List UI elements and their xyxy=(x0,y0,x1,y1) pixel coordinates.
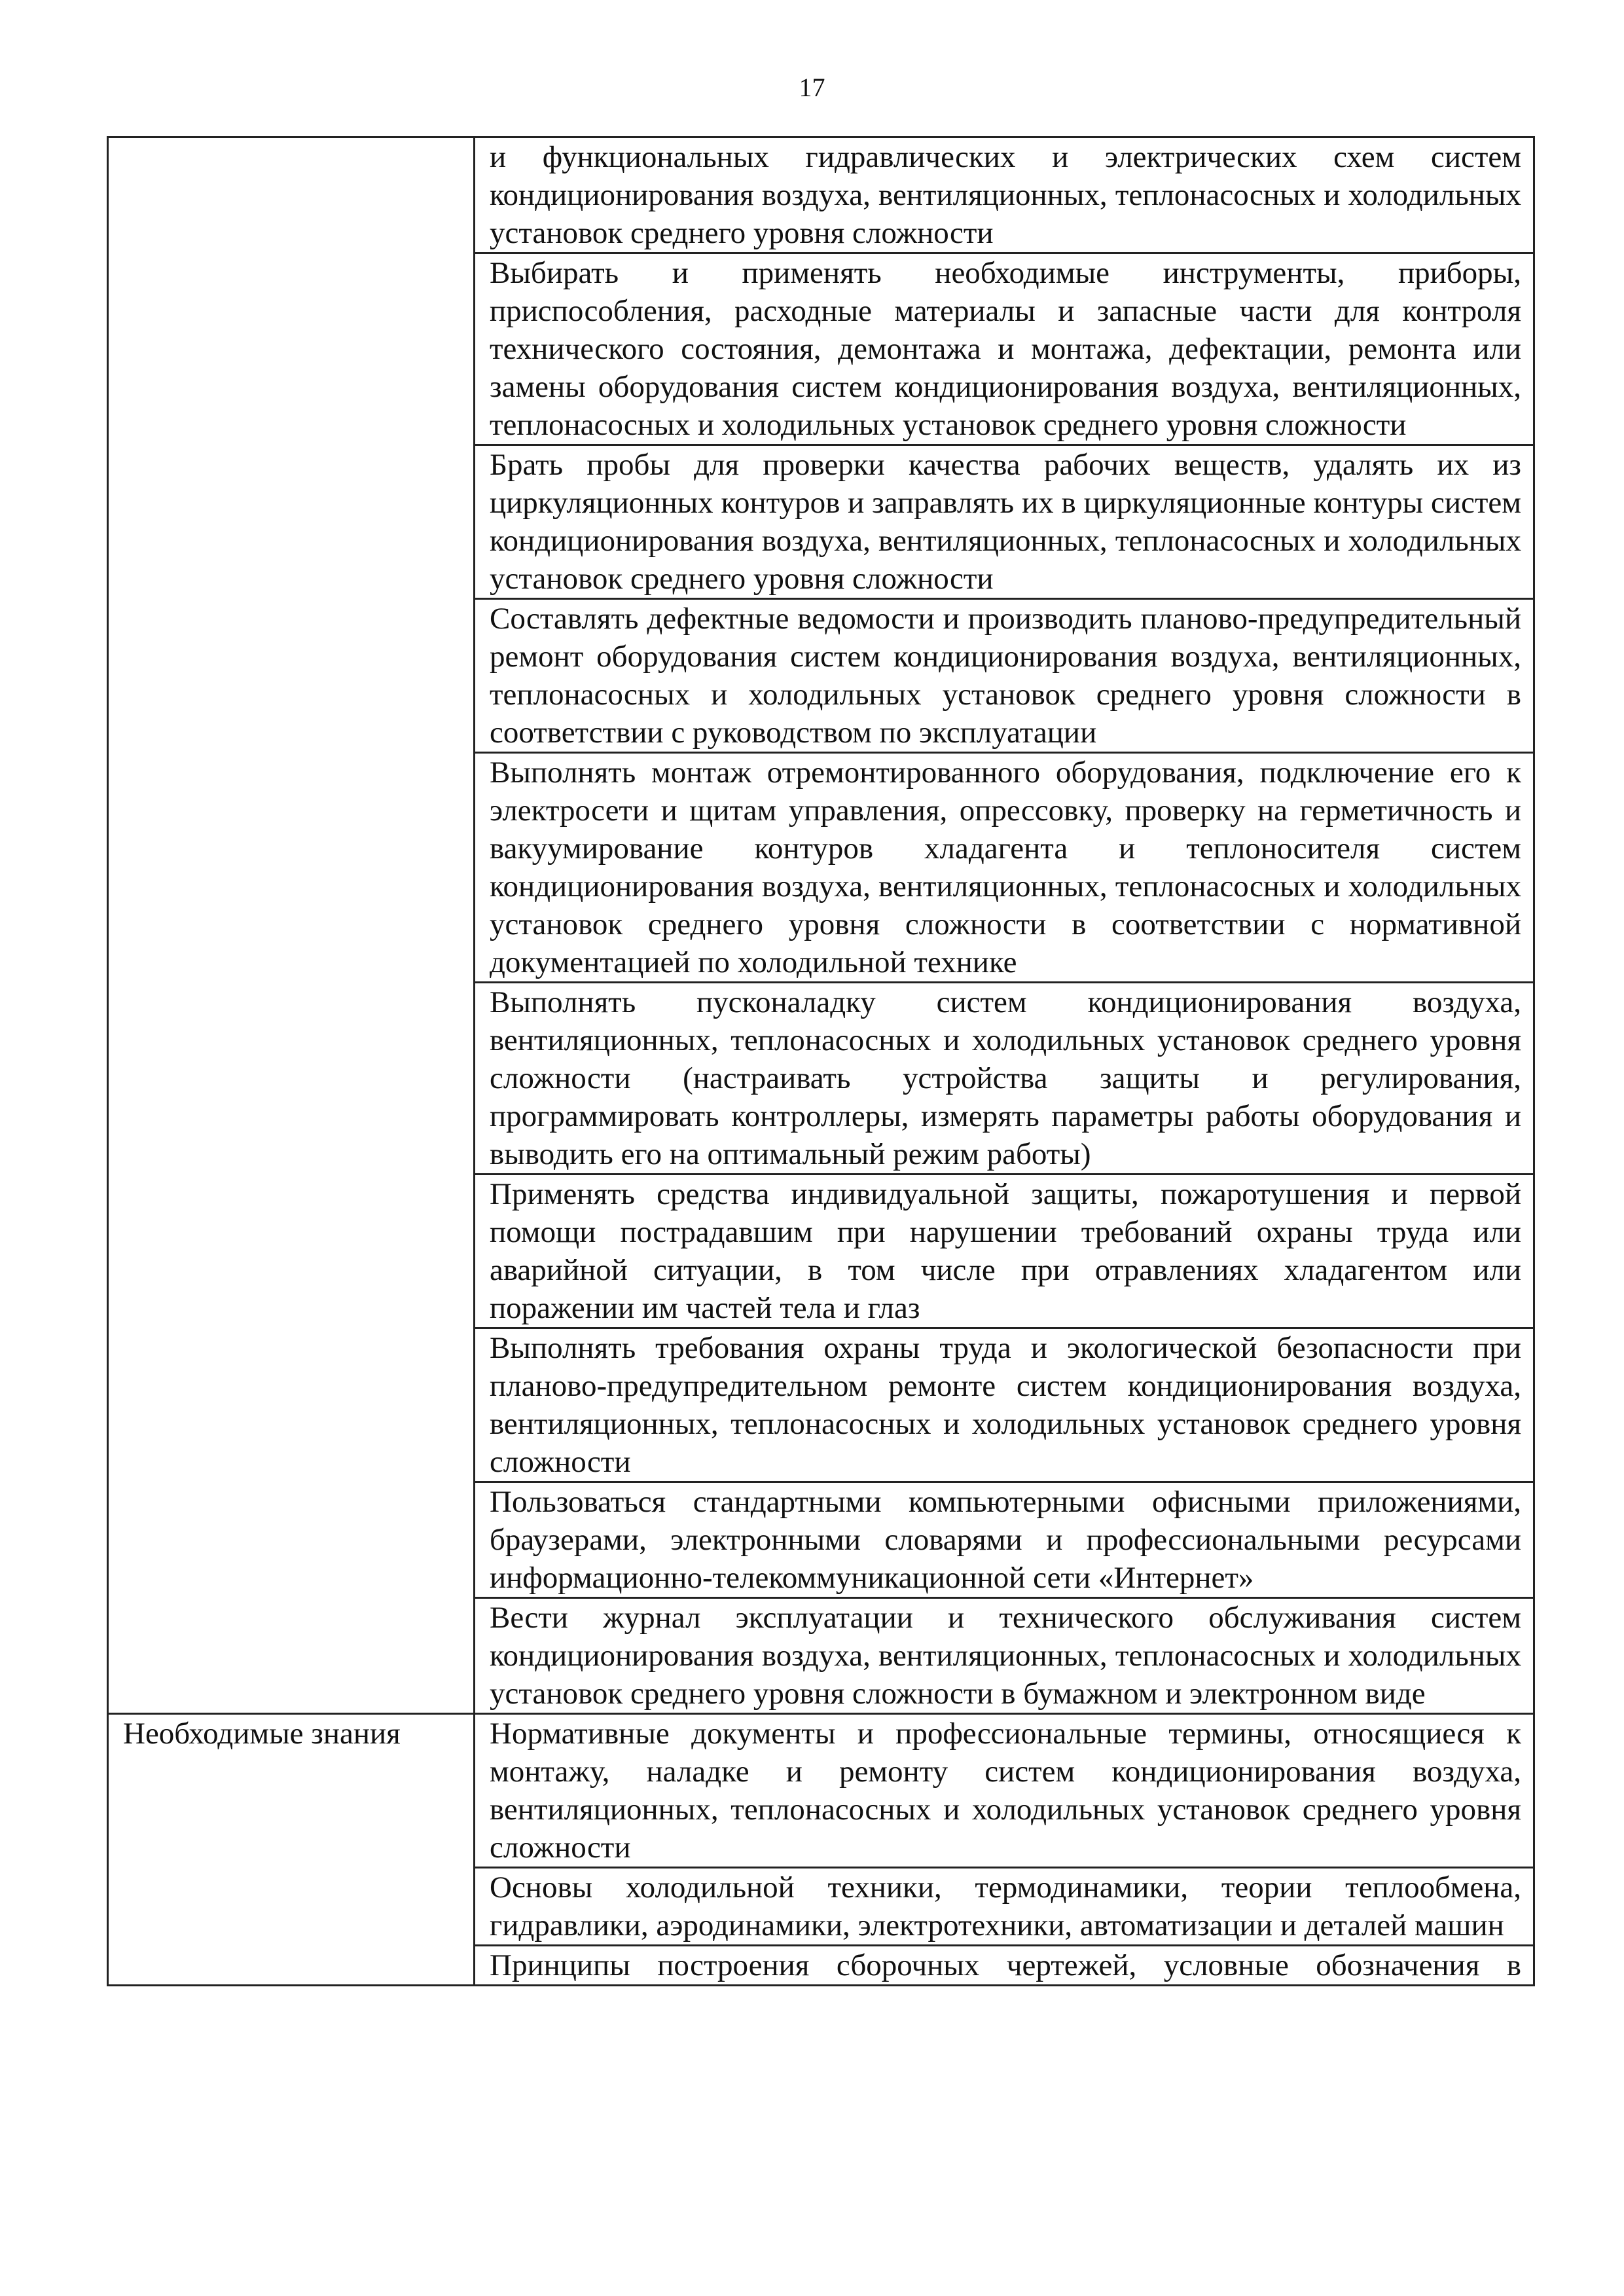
skill-cell: Выбирать и применять необходимые инструменты, приборы, приспособления, расходные материалы и запасные части для контроля технического состояния, демонтажа и монтажа, дефектации, ремонта или замены оборудования систем кондиционирования воздуха, вентиляционных, теплонасосных и холодильных установок среднего уровня сложности xyxy=(475,253,1534,445)
skill-cell: Выполнять пусконаладку систем кондиционирования воздуха, вентиляционных, теплонасосных и холодильных установок среднего уровня сложности (настраивать устройства защиты и регулирования, программировать контроллеры, измерять параметры работы оборудования и выводить его на оптимальный режим работы) xyxy=(475,983,1534,1175)
skill-cell: и функциональных гидравлических и электрических схем систем кондиционирования воздуха, вентиляционных, теплонасосных и холодильных установок среднего уровня сложности xyxy=(475,137,1534,253)
skill-cell: Выполнять требования охраны труда и экологической безопасности при планово-предупредительном ремонте систем кондиционирования воздуха, вентиляционных, теплонасосных и холодильных установок среднего уровня сложности xyxy=(475,1328,1534,1482)
knowledge-label: Необходимые знания xyxy=(108,1714,475,1986)
skills-label-cell xyxy=(108,137,475,1714)
knowledge-cell-text: Принципы построения сборочных чертежей, условные обозначения в xyxy=(490,1948,1521,1982)
skill-cell: Выполнять монтаж отремонтированного оборудования, подключение его к электросети и щитам управления, опрессовку, проверку на герметичность и вакуумирование контуров хладагента и теплоносителя систем кондиционирования воздуха, вентиляционных, теплонасосных и холодильных установок среднего уровня сложности в соответствии с нормативной документацией по холодильной технике xyxy=(475,753,1534,983)
table-row xyxy=(108,137,1534,253)
page-number: 17 xyxy=(799,73,825,102)
requirements-table xyxy=(107,136,1535,1986)
skill-cell: Составлять дефектные ведомости и производить планово-предупредительный ремонт оборудования систем кондиционирования воздуха, вентиляционных, теплонасосных и холодильных установок среднего уровня сложности в соответствии с руководством по эксплуатации xyxy=(475,599,1534,753)
skill-cell: Применять средства индивидуальной защиты, пожаротушения и первой помощи пострадавшим при нарушении требований охраны труда или аварийной ситуации, в том числе при отравлениях хладагентом или поражении им частей тела и глаз xyxy=(475,1175,1534,1328)
knowledge-cell: Основы холодильной техники, термодинамики, теории теплообмена, гидравлики, аэродинамики, электротехники, автоматизации и деталей машин xyxy=(475,1868,1534,1946)
knowledge-cell xyxy=(475,1946,1534,1986)
skill-cell: Вести журнал эксплуатации и технического обслуживания систем кондиционирования воздуха, вентиляционных, теплонасосных и холодильных установок среднего уровня сложности в бумажном и электронном виде xyxy=(475,1598,1534,1714)
skill-cell: Брать пробы для проверки качества рабочих веществ, удалять их из циркуляционных контуров и заправлять их в циркуляционные контуры систем кондиционирования воздуха, вентиляционных, теплонасосных и холодильных установок среднего уровня сложности xyxy=(475,445,1534,599)
table-row xyxy=(108,1714,1534,1868)
knowledge-cell: Нормативные документы и профессиональные термины, относящиеся к монтажу, наладке и ремонту систем кондиционирования воздуха, вентиляционных, теплонасосных и холодильных установок среднего уровня сложности xyxy=(475,1714,1534,1868)
skill-cell: Пользоваться стандартными компьютерными офисными приложениями, браузерами, электронными словарями и профессиональными ресурсами информационно-телекоммуникационной сети «Интернет» xyxy=(475,1482,1534,1598)
